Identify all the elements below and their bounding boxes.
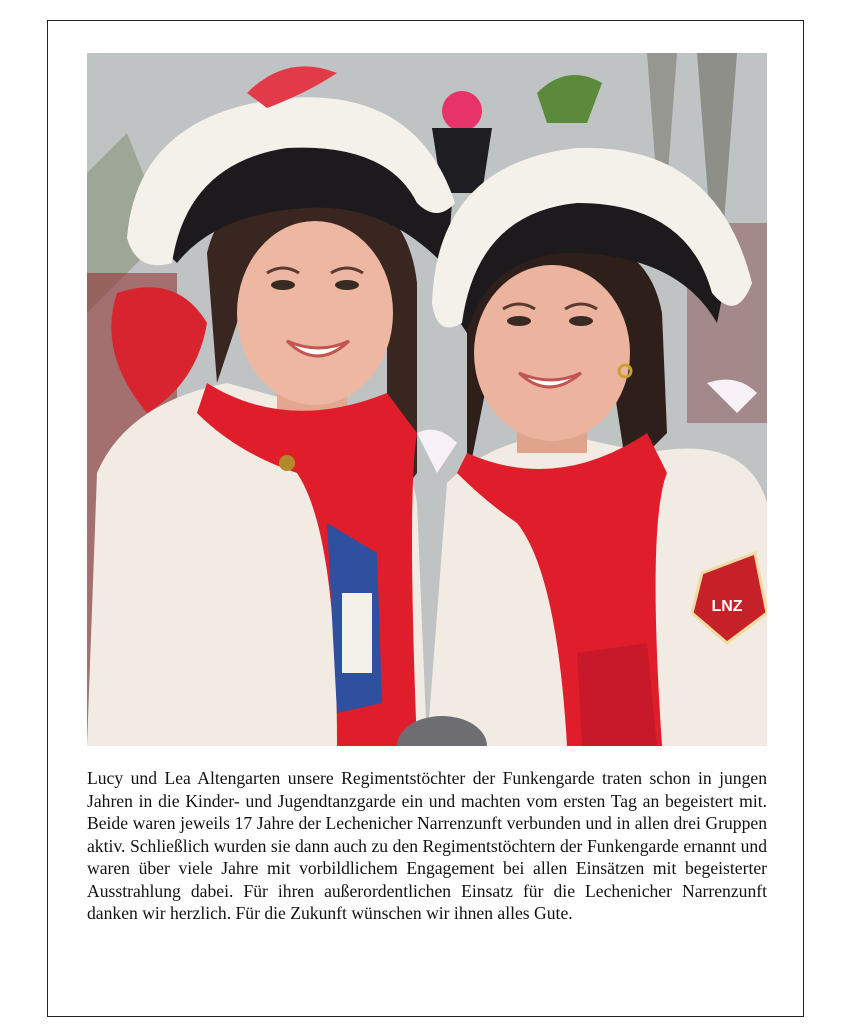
photo-caption: Lucy und Lea Altengarten unsere Regimentstöchter der Funkengarde traten schon in jungen Jahren in die Kinder- und Jugendtanzgarde ein und machten vom ersten Tag an begeistert mit. Beide waren jeweils 17 Jahre der Lechenicher Narrenzunft verbunden und in allen drei Gruppen aktiv. Schließlich wurden sie dann auch zu den Regimentstöchtern der Funkengarde ernannt und waren über viele Jahre mit vorbildlichem Engagement bei allen Einsätzen mit begeisterter Ausstrahlung dabei. Für ihren außerordentlichen Einsatz für die Lechenicher Narrenzunft danken wir herzlich. Für die Zukunft wünschen wir ihnen alles Gute.: [87, 768, 767, 923]
right-face: [474, 265, 630, 441]
lnz-badge-text: LNZ: [711, 598, 743, 615]
left-face: [237, 221, 393, 405]
carnival-photo: [87, 53, 767, 746]
